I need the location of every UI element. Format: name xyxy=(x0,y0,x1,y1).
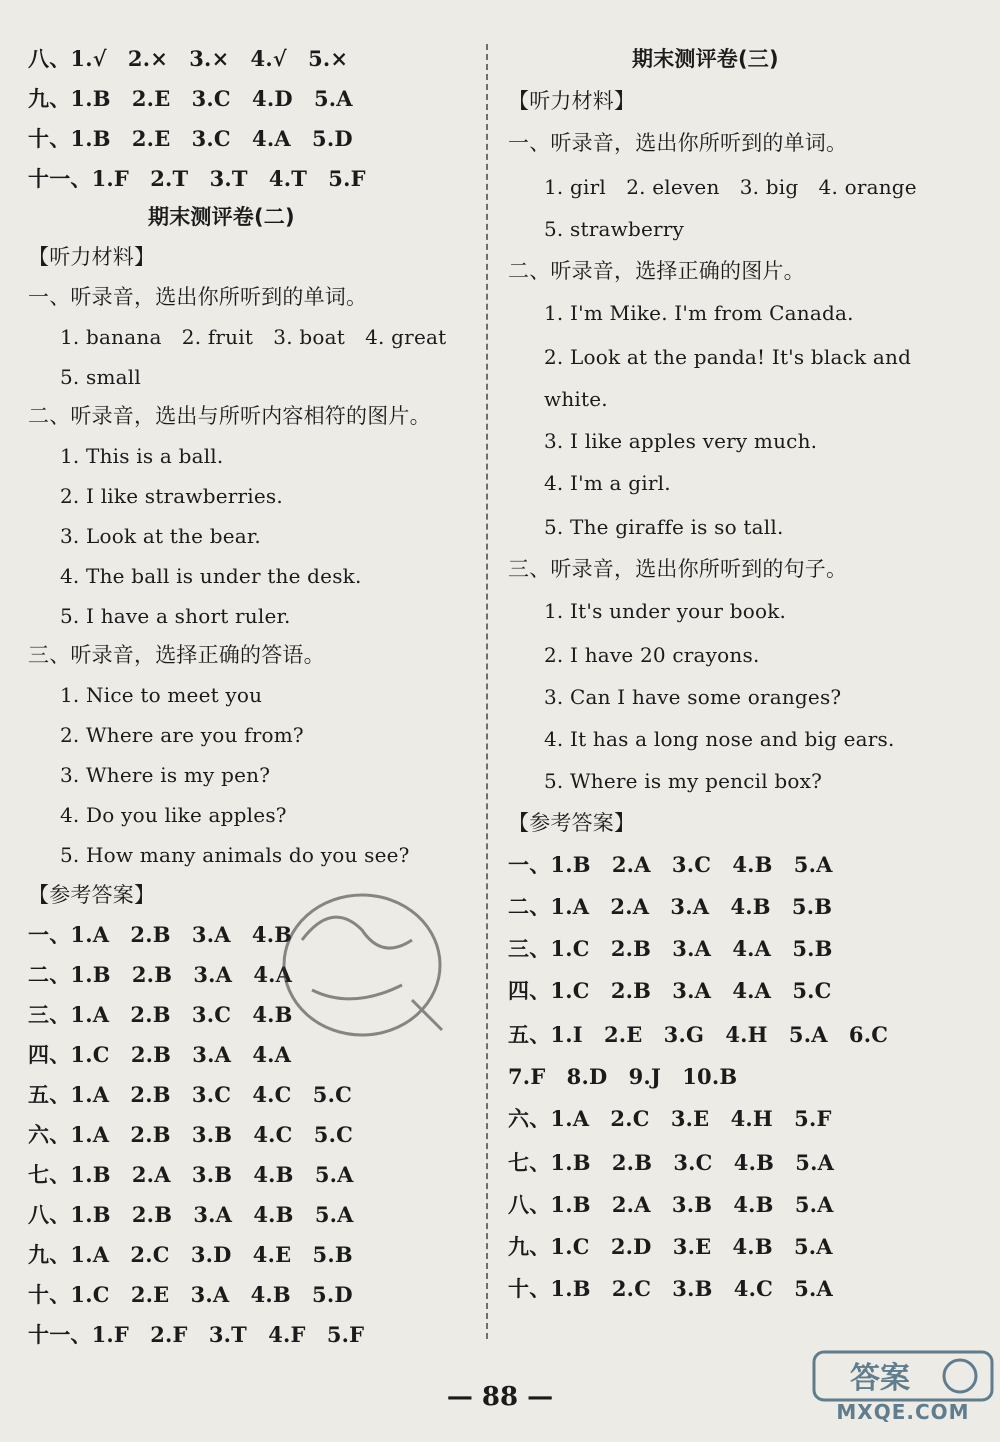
right-item-line: 5. The giraffe is so tall. xyxy=(544,515,784,539)
right-item-line: 1. girl 2. eleven 3. big 4. orange xyxy=(544,175,917,199)
left-ans-line: 八、1.B 2.B 3.A 4.B 5.A xyxy=(28,1202,354,1227)
left-ans-line: 七、1.B 2.A 3.B 4.B 5.A xyxy=(28,1162,354,1187)
left-ans-line: 八、1.√ 2.× 3.× 4.√ 5.× xyxy=(28,46,349,71)
left-bracket-line: 【听力材料】 xyxy=(28,245,156,269)
left-item-line: 3. Look at the bear. xyxy=(60,524,261,548)
left-item-line: 3. Where is my pen? xyxy=(60,763,271,787)
left-ans-line: 五、1.A 2.B 3.C 4.C 5.C xyxy=(28,1082,352,1107)
right-item-line: white. xyxy=(544,387,608,411)
left-item-line: 5. small xyxy=(60,365,141,389)
right-item-line: 1. I'm Mike. I'm from Canada. xyxy=(544,301,854,325)
right-ans-line: 六、1.A 2.C 3.E 4.H 5.F xyxy=(508,1106,832,1131)
right-item-line: 4. It has a long nose and big ears. xyxy=(544,727,895,751)
right-item-line: 2. I have 20 crayons. xyxy=(544,643,760,667)
column-divider xyxy=(486,44,488,1339)
right-item-line: 5. Where is my pencil box? xyxy=(544,769,823,793)
page-number: — 88 — xyxy=(446,1382,554,1412)
right-item-line: 2. Look at the panda! It's black and xyxy=(544,345,912,369)
right-ans-line: 五、1.I 2.E 3.G 4.H 5.A 6.C xyxy=(508,1022,889,1047)
handwritten-stamp xyxy=(262,880,462,1050)
left-ans-line: 二、1.B 2.B 3.A 4.A xyxy=(28,962,293,987)
left-ans-line: 九、1.A 2.C 3.D 4.E 5.B xyxy=(28,1242,353,1267)
left-item-line: 2. I like strawberries. xyxy=(60,484,283,508)
left-section-line: 二、听录音，选出与所听内容相符的图片。 xyxy=(28,404,431,428)
right-ans-line: 十、1.B 2.C 3.B 4.C 5.A xyxy=(508,1276,834,1301)
right-ans-line: 7.F 8.D 9.J 10.B xyxy=(508,1064,738,1089)
left-ans-line: 一、1.A 2.B 3.A 4.B xyxy=(28,922,293,947)
right-section-line: 三、听录音，选出你所听到的句子。 xyxy=(508,557,848,581)
right-item-line: 4. I'm a girl. xyxy=(544,471,671,495)
left-ans-line: 十一、1.F 2.F 3.T 4.F 5.F xyxy=(28,1322,365,1347)
left-item-line: 5. I have a short ruler. xyxy=(60,604,291,628)
right-ans-line: 一、1.B 2.A 3.C 4.B 5.A xyxy=(508,852,833,877)
right-ans-line: 九、1.C 2.D 3.E 4.B 5.A xyxy=(508,1234,833,1259)
left-ans-line: 四、1.C 2.B 3.A 4.A xyxy=(28,1042,292,1067)
left-item-line: 5. How many animals do you see? xyxy=(60,843,410,867)
right-bracket-line: 【听力材料】 xyxy=(508,89,636,113)
left-item-line: 4. The ball is under the desk. xyxy=(60,564,362,588)
right-ans-line: 三、1.C 2.B 3.A 4.A 5.B xyxy=(508,936,833,961)
right-item-line: 3. I like apples very much. xyxy=(544,429,818,453)
right-ans-line: 八、1.B 2.A 3.B 4.B 5.A xyxy=(508,1192,834,1217)
left-item-line: 2. Where are you from? xyxy=(60,723,304,747)
right-ans-line: 七、1.B 2.B 3.C 4.B 5.A xyxy=(508,1150,835,1175)
watermark-logo-icon xyxy=(810,1346,996,1406)
svg-text:答案: 答案 xyxy=(850,1361,910,1396)
left-item-line: 1. banana 2. fruit 3. boat 4. great xyxy=(60,325,447,349)
left-ans-line: 十一、1.F 2.T 3.T 4.T 5.F xyxy=(28,166,366,191)
left-ans-line: 三、1.A 2.B 3.C 4.B xyxy=(28,1002,293,1027)
right-ans-line: 二、1.A 2.A 3.A 4.B 5.B xyxy=(508,894,833,919)
left-item-line: 1. This is a ball. xyxy=(60,444,224,468)
right-item-line: 1. It's under your book. xyxy=(544,599,787,623)
watermark-url: MXQE.COM xyxy=(836,1400,970,1424)
site-watermark xyxy=(810,1346,996,1440)
right-item-line: 3. Can I have some oranges? xyxy=(544,685,842,709)
right-heading-line: 期末测评卷(三) xyxy=(632,47,779,71)
right-ans-line: 四、1.C 2.B 3.A 4.A 5.C xyxy=(508,978,832,1003)
left-ans-line: 九、1.B 2.E 3.C 4.D 5.A xyxy=(28,86,353,111)
left-section-line: 三、听录音，选择正确的答语。 xyxy=(28,643,325,667)
right-section-line: 一、听录音，选出你所听到的单词。 xyxy=(508,131,848,155)
right-section-line: 二、听录音，选择正确的图片。 xyxy=(508,259,805,283)
left-ans-line: 六、1.A 2.B 3.B 4.C 5.C xyxy=(28,1122,354,1147)
left-ans-line: 十、1.B 2.E 3.C 4.A 5.D xyxy=(28,126,353,151)
left-section-line: 一、听录音，选出你所听到的单词。 xyxy=(28,285,368,309)
left-bracket-line: 【参考答案】 xyxy=(28,883,156,907)
left-item-line: 1. Nice to meet you xyxy=(60,683,263,707)
left-ans-line: 十、1.C 2.E 3.A 4.B 5.D xyxy=(28,1282,353,1307)
left-item-line: 4. Do you like apples? xyxy=(60,803,287,827)
left-heading-line: 期末测评卷(二) xyxy=(148,205,295,229)
right-item-line: 5. strawberry xyxy=(544,217,685,241)
right-bracket-line: 【参考答案】 xyxy=(508,811,636,835)
